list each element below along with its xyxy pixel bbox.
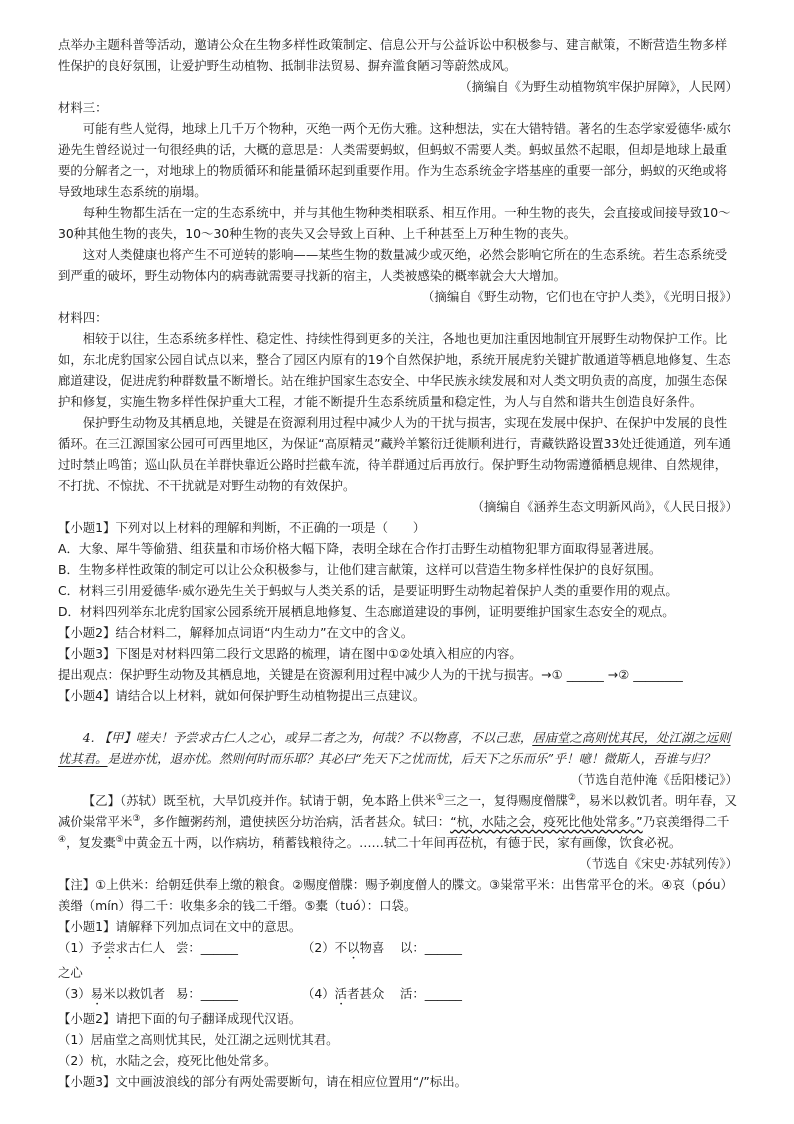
item-3-num: （3） (58, 986, 91, 1001)
passage-jia-source: （节选自范仲淹《岳阳楼记》） (570, 772, 738, 787)
material3-source: （摘编自《野生动物，它们也在守护人类》，《光明日报》） (422, 289, 738, 304)
passage-jia-underlined: 居庙堂之高则忧其民，处江湖之远则忧其君。 (58, 730, 731, 766)
item-2 (302, 937, 400, 983)
item-4 (302, 983, 400, 1008)
note-mark-5: ⑤ (115, 834, 124, 845)
passage-yi-wavy: “杭，水陆之会，疫死比他处常多。” (450, 814, 643, 829)
question1-option-a[interactable]: A．大象、犀牛等偷猎、组获量和市场价格大幅下降，表明全球在合作打击野生动植物犯罪方面取得显著进展。 (58, 541, 662, 556)
question1-option-d[interactable]: D．材料四列举东北虎豹国家公园系统开展栖息地修复、生态廊道建设的事例，证明要维护国家生态安全的观点。 (58, 604, 675, 619)
answer-blank-2[interactable]: ________ (633, 667, 683, 682)
passage-jia-text-2: 是进亦忧，退亦忧。然则何时而乐耶？其必曰“先天下之忧而忧，后天下之乐而乐”乎！噫！微斯人，吾谁与归？ (107, 751, 715, 766)
note-mark-3: ③ (132, 813, 141, 824)
note-mark-2: ② (567, 792, 576, 803)
section4-question1-row2 (58, 983, 738, 1008)
passage-yi-text-2: 三之一，复得赐度僧牒 (444, 793, 568, 808)
passage-yi-source: （节选自《宋史·苏轼列传》） (579, 856, 738, 871)
section4-number: 4. (82, 730, 95, 745)
arrow-2: →② (607, 667, 630, 682)
item-4-num: （4） (302, 986, 335, 1001)
section4-question1: 【小题1】请解释下列加点词在文中的意思。 (58, 919, 302, 934)
question3-viewpoint-text: 提出观点：保护野生动物及其栖息地，关键是在资源利用过程中减少人为的干扰与损害。→① (58, 667, 563, 682)
question2: 【小题2】结合材料二，解释加点词语“内生动力”在文中的含义。 (58, 625, 414, 640)
item-3-rest: 米以救饥者 (103, 986, 166, 1001)
item-1-word: 尝： (176, 940, 201, 955)
material3-para1: 可能有些人觉得，地球上几千万个物种，灭绝一两个无伤大雅。这种想法，实在大错特错。著名的生态学家爱德华·威尔逊先生曾经说过一句很经典的话，大概的意思是：人类需要蚂蚁，但蚂蚁不需要人类。蚂蚁虽然不起眼，但却是地球上最重要的分解者之一，对地球上的物质循环和能量循环起到重要作用。作为生态系统金字塔基座的重要一部分，蚂蚁的灭绝或将导致地球生态系统的崩塌。 (58, 121, 732, 199)
section4-question3: 【小题3】文中画波浪线的部分有两处需要断句，请在相应位置用“/”标出。 (58, 1074, 468, 1089)
section4-question2-item1: （1）居庙堂之高则忧其民，处江湖之远则忧其君。 (58, 1032, 339, 1047)
item-4-blank[interactable]: ______ (424, 986, 462, 1001)
material4-para2: 保护野生动物及其栖息地，关键是在资源利用过程中减少人为的干扰与损害，实现在发展中保护、在保护中发展的良性循环。在三江源国家公园可可西里地区，为保证“高原精灵”藏羚羊繁衍迁徙顺利进行，青藏铁路设置33处迁徙通道，列车通过时禁止鸣笛；巡山队员在羊群快靠近公路时拦截车流，待羊群通过后再放行。保护野生动物需遵循栖息规律、自然规律，不打扰、不惊扰、不干扰就是对野生动物的有效保护。 (58, 415, 731, 493)
question4: 【小题4】请结合以上材料，就如何保护野生动植物提出三点建议。 (58, 688, 426, 703)
material3-title: 材料三： (58, 100, 108, 115)
passage-yi-text-5: 乃哀羡缗得二千 (642, 814, 730, 829)
section4-question1-row1 (58, 937, 738, 983)
passage-yi-text-3: ，易米以救饥者。明年春，又减价粜常平米 (58, 793, 738, 829)
passage-jia-text-1: 嗟夫！予尝求古仁人之心，或异二者之为，何哉？不以物喜，不以己悲， (135, 730, 533, 745)
section4-passage-yi (58, 790, 738, 853)
item-2-num: （2）不 (302, 940, 348, 955)
item-1 (58, 937, 176, 983)
item-4-word: 活： (400, 986, 425, 1001)
item-3-answer[interactable] (176, 983, 302, 1008)
question3: 【小题3】下图是对材料四第二段行文思路的梳理，请在图中①②处填入相应的内容。 (58, 646, 522, 661)
section4-passage-jia (58, 727, 738, 769)
section4-question2: 【小题2】请把下面的句子翻译成现代汉语。 (58, 1011, 302, 1026)
item-1-answer[interactable] (176, 937, 302, 983)
material2-tail: 点举办主题科普等活动，邀请公众在生物多样性政策制定、信息公开与公益诉讼中积极参与、建言献策，不断营造生物多样性保护的良好氛围，让爱护野生动植物、抵制非法贸易、摒弃滥食陋习等蔚然成风。 (58, 37, 728, 73)
spacer (58, 706, 738, 727)
item-2-answer[interactable] (400, 937, 462, 983)
item-3-dotted: 易 (90, 986, 104, 1001)
item-1-dotted: 尝 (103, 940, 116, 955)
item-2-blank[interactable]: ______ (424, 940, 462, 955)
item-4-rest: 者甚众 (347, 986, 385, 1001)
passage-yi-text-1: 【乙】（苏轼）既至杭，大旱饥疫并作。轼请于朝，免本路上供米 (82, 793, 436, 808)
item-1-rest: 求古仁人之心 (58, 940, 166, 980)
document-page (58, 34, 738, 1092)
passage-yi-text-4: ，多作饘粥药剂，遣使挟医分坊治病，活者甚众。轼曰： (140, 814, 451, 829)
item-3-word: 易： (176, 986, 201, 1001)
item-3 (58, 983, 176, 1008)
note-mark-1: ① (435, 792, 445, 803)
material4-para1: 相较于以往，生态系统多样性、稳定性、持续性得到更多的关注，各地也更加注重因地制宜开展野生动物保护工作。比如，东北虎豹国家公园自试点以来，整合了园区内原有的19个自然保护地，系统开展虎豹关键扩散通道等栖息地修复、生态廊道建设，促进虎豹种群数量不断增长。站在维护国家生态安全、中华民族永续发展和对人类文明负责的高度，加强生态保护和修复，实施生物多样性保护重大工程，才能不断提升生态系统质量和稳定性，为人与自然和谐共生创造良好条件。 (58, 331, 731, 409)
answer-blank-1[interactable]: ______ (566, 667, 604, 682)
passage-jia-label: 【甲】 (98, 730, 136, 745)
item-1-blank[interactable]: ______ (200, 940, 238, 955)
material4-source: （摘编自《涵养生态文明新风尚》，《人民日报》） (471, 499, 738, 514)
item-2-word: 以： (400, 940, 425, 955)
material3-para3: 这对人类健康也将产生不可逆转的影响——某些生物的数量减少或灭绝，必然会影响它所在的生态系统。若生态系统受到严重的破坏，野生动物体内的病毒就需要寻找新的宿主，人类被感染的概率就会大大增加。 (58, 247, 728, 283)
item-2-dotted: 以 (347, 940, 360, 955)
notes: 【注】①上供米：给朝廷供奉上缴的粮食。②赐度僧牒：赐予剃度僧人的牒文。③粜常平米：出售常平仓的米。④哀（póu）羡缗（mín）得二千：收集多余的钱二千缗。⑤橐（tuó）：口袋。 (58, 877, 733, 913)
item-4-dotted: 活 (334, 986, 348, 1001)
note-mark-4: ④ (58, 834, 67, 845)
passage-yi-text-6: ，复发橐 (66, 835, 116, 850)
item-3-blank[interactable]: ______ (200, 986, 238, 1001)
question3-viewpoint (58, 664, 738, 685)
item-4-answer[interactable] (400, 983, 462, 1008)
section4-question2-item2: （2）杭，水陆之会，疫死比他处常多。 (58, 1053, 277, 1068)
question1-option-c[interactable]: C．材料三引用爱德华·威尔逊先生关于蚂蚁与人类关系的话，是要证明野生动物起着保护人类的重要作用的观点。 (58, 583, 678, 598)
item-1-num: （1）予 (58, 940, 104, 955)
material4-title: 材料四： (58, 310, 108, 325)
passage-yi-text-7: 中黄金五十两，以作病坊，稍蓄钱粮待之。……轼二十年间再莅杭，有德于民，家有画像，饮食必祝。 (123, 835, 682, 850)
item-2-rest: 物喜 (359, 940, 385, 955)
question1: 【小题1】下列对以上材料的理解和判断，不正确的一项是（ ） (58, 520, 426, 535)
material3-para2: 每种生物都生活在一定的生态系统中，并与其他生物种类相联系、相互作用。一种生物的丧失，会直接或间接导致10～30种其他生物的丧失，10～30种生物的丧失又会导致上百种、上千种甚至上万种生物的丧失。 (58, 205, 731, 241)
question1-option-b[interactable]: B．生物多样性政策的制定可以让公众积极参与，让他们建言献策，这样可以营造生物多样性保护的良好氛围。 (58, 562, 662, 577)
material2-source: （摘编自《为野生动植物筑牢保护屏障》，人民网） (459, 79, 738, 94)
